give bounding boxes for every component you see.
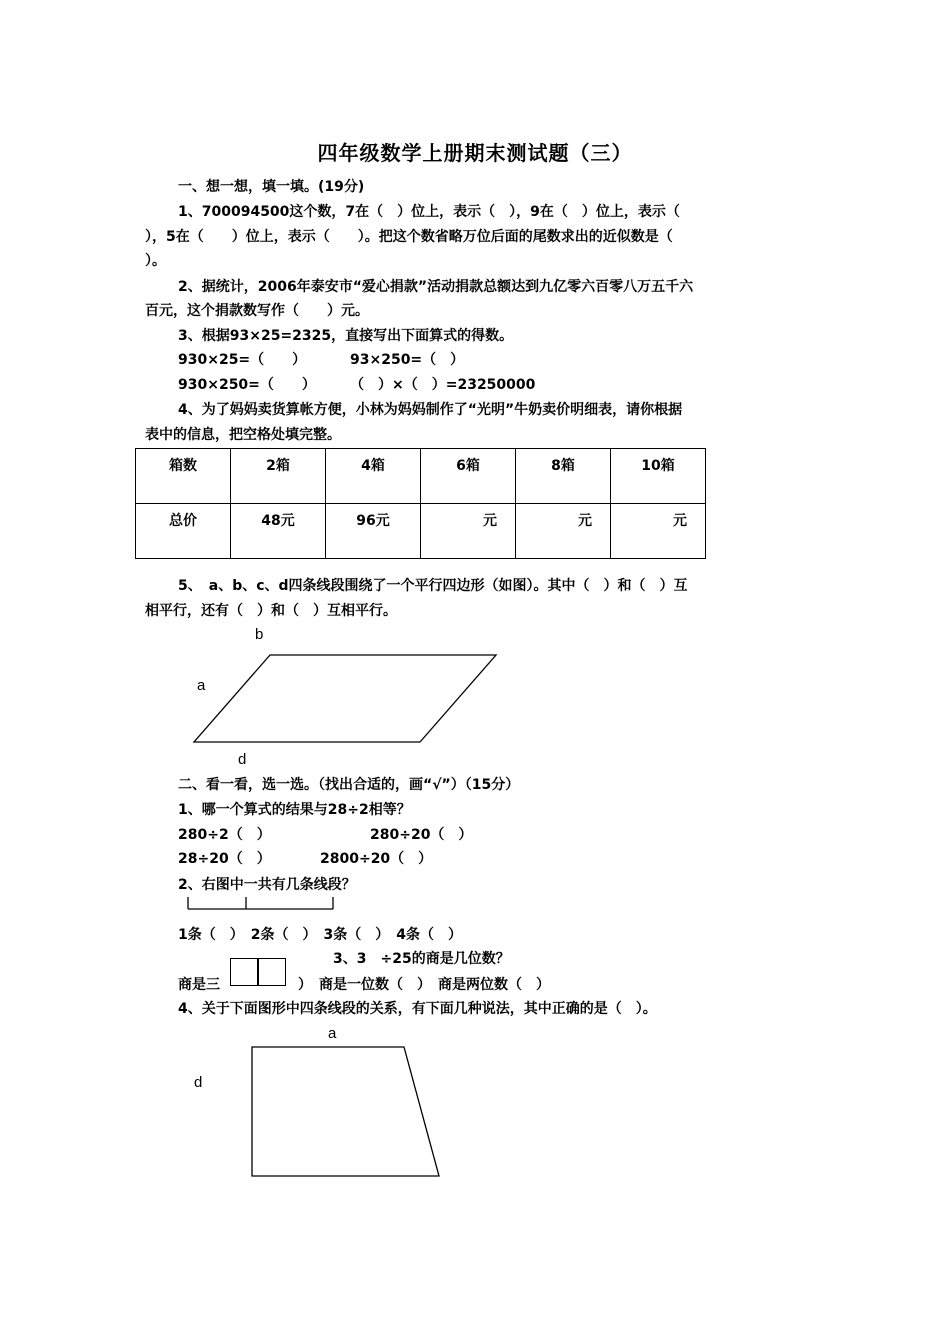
trapezoid-figure <box>252 1047 439 1176</box>
q3-expr-b: 93×250=（ ） <box>350 352 465 368</box>
table-cell: 2箱 <box>231 449 326 504</box>
q2-line1: 2、据统计，2006年泰安市“爱心捐款”活动捐款总额达到九亿零六百零八万五千六 <box>178 279 694 295</box>
s2-q1-opt-d: 2800÷20（ ） <box>320 851 433 867</box>
table-cell: 10箱 <box>611 449 706 504</box>
label-b: b <box>255 626 264 643</box>
s2-q1-opt-b: 280÷20（ ） <box>370 827 473 843</box>
s2-q1-opt-a: 280÷2（ ） <box>178 827 271 843</box>
label-d-2: d <box>194 1074 203 1091</box>
q3-expr-c: 930×250=（ ） <box>178 377 316 393</box>
table-cell: 元 <box>421 504 516 559</box>
q2-line2: 百元，这个捐款数写作（ ）元。 <box>145 303 369 319</box>
table-cell: 8箱 <box>516 449 611 504</box>
table-cell: 96元 <box>326 504 421 559</box>
segment-figure <box>188 897 333 909</box>
q3-expr-a: 930×25=（ ） <box>178 352 307 368</box>
table-cell: 48元 <box>231 504 326 559</box>
section2-heading: 二、看一看，选一选。（找出合适的，画“√”）（15分） <box>178 777 520 793</box>
label-d: d <box>238 751 247 768</box>
table-cell: 4箱 <box>326 449 421 504</box>
s2-q4-line1: 4、关于下面图形中四条线段的关系，有下面几种说法，其中正确的是（ ）。 <box>178 1001 657 1017</box>
q3-expr-d: （ ）×（ ）=23250000 <box>350 377 536 393</box>
q4-line2: 表中的信息，把空格处填完整。 <box>145 427 341 443</box>
q5-line2: 相平行，还有（ ）和（ ）互相平行。 <box>145 603 397 619</box>
s2-q3-options-a: 商是三 <box>178 977 220 993</box>
q5-line1: 5、 a、b、c、d四条线段围绕了一个平行四边形（如图）。其中（ ）和（ ）互 <box>178 578 688 594</box>
s2-q1-line1: 1、哪一个算式的结果与28÷2相等？ <box>178 802 411 818</box>
section1-heading: 一、想一想，填一填。(19分) <box>178 179 365 195</box>
table-cell: 总价 <box>136 504 231 559</box>
table-cell: 6箱 <box>421 449 516 504</box>
s2-q1-opt-c: 28÷20（ ） <box>178 851 271 867</box>
s2-q2-line1: 2、右图中一共有几条线段？ <box>178 877 356 893</box>
page-title: 四年级数学上册期末测试题（三） <box>317 141 633 165</box>
label-a-2: a <box>328 1025 337 1042</box>
s2-q3-line1: 3、3 ÷25的商是几位数？ <box>333 951 510 967</box>
label-a: a <box>197 677 206 694</box>
q1-line2: ），5在（ ）位上，表示（ ）。把这个数省略万位后面的尾数求出的近似数是（ <box>145 229 673 245</box>
q3-line1: 3、根据93×25=2325，直接写出下面算式的得数。 <box>178 328 514 344</box>
q4-line1: 4、为了妈妈卖货算帐方便，小林为妈妈制作了“光明”牛奶卖价明细表，请你根据 <box>178 402 683 418</box>
table-cell: 元 <box>516 504 611 559</box>
q1-line1: 1、700094500这个数，7在（ ）位上，表示（ ），9在（ ）位上，表示（ <box>178 204 680 220</box>
table-cell: 箱数 <box>136 449 231 504</box>
parallelogram-figure <box>194 655 496 742</box>
q1-line3: ）。 <box>145 253 166 269</box>
s2-q2-options: 1条（ ） 2条（ ） 3条（ ） 4条（ ） <box>178 927 462 943</box>
table-cell: 元 <box>611 504 706 559</box>
s2-q3-options-b: ） 商是一位数（ ） 商是两位数（ ） <box>298 977 550 993</box>
